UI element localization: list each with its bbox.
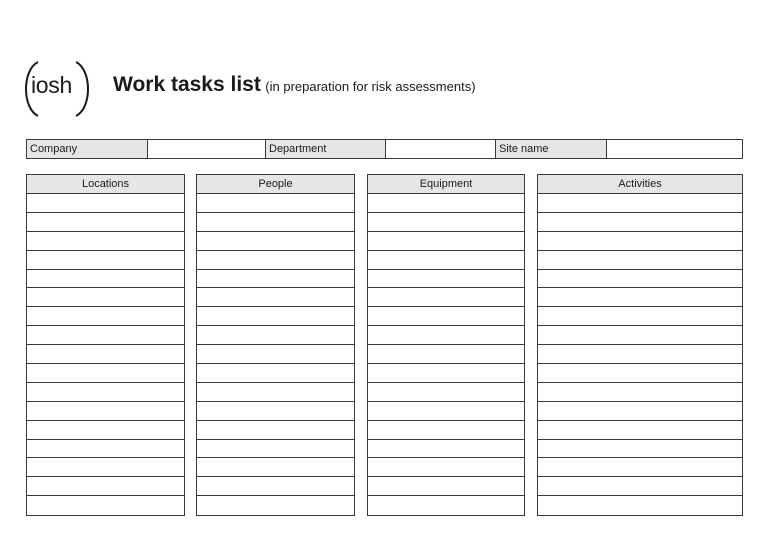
entry-row[interactable] xyxy=(368,496,524,515)
equipment-rows xyxy=(368,194,524,515)
entry-row[interactable] xyxy=(197,232,354,251)
entry-row[interactable] xyxy=(197,458,354,477)
people-rows xyxy=(197,194,354,515)
entry-row[interactable] xyxy=(197,477,354,496)
entry-row[interactable] xyxy=(27,194,184,213)
entry-row[interactable] xyxy=(197,194,354,213)
entry-row[interactable] xyxy=(538,364,742,383)
entry-row[interactable] xyxy=(368,440,524,459)
entry-row[interactable] xyxy=(27,232,184,251)
activities-column xyxy=(537,174,743,516)
department-label: Department xyxy=(266,140,386,158)
site-name-label: Site name xyxy=(496,140,607,158)
activities-header: Activities xyxy=(538,175,742,194)
page-title xyxy=(113,73,476,97)
entry-row[interactable] xyxy=(368,326,524,345)
entry-row[interactable] xyxy=(368,364,524,383)
entry-row[interactable] xyxy=(538,496,742,515)
entry-row[interactable] xyxy=(197,326,354,345)
entry-row[interactable] xyxy=(538,440,742,459)
entry-row[interactable] xyxy=(538,288,742,307)
entry-row[interactable] xyxy=(27,213,184,232)
entry-row[interactable] xyxy=(538,326,742,345)
entry-row[interactable] xyxy=(197,496,354,515)
entry-row[interactable] xyxy=(27,251,184,270)
entry-row[interactable] xyxy=(368,232,524,251)
entry-row[interactable] xyxy=(368,307,524,326)
iosh-logo xyxy=(22,58,92,120)
entry-row[interactable] xyxy=(27,496,184,515)
entry-row[interactable] xyxy=(368,251,524,270)
entry-row[interactable] xyxy=(27,288,184,307)
title-subtitle: (in preparation for risk assessments) xyxy=(265,79,476,94)
entry-row[interactable] xyxy=(538,232,742,251)
entry-row[interactable] xyxy=(197,213,354,232)
logo-text: iosh xyxy=(31,72,72,98)
entry-row[interactable] xyxy=(368,458,524,477)
company-label: Company xyxy=(27,140,148,158)
entry-row[interactable] xyxy=(27,402,184,421)
title-main: Work tasks list xyxy=(113,73,261,96)
entry-row[interactable] xyxy=(368,402,524,421)
entry-row[interactable] xyxy=(197,307,354,326)
entry-row[interactable] xyxy=(27,458,184,477)
entry-row[interactable] xyxy=(538,345,742,364)
entry-row[interactable] xyxy=(368,383,524,402)
entry-row[interactable] xyxy=(538,194,742,213)
entry-row[interactable] xyxy=(197,402,354,421)
entry-row[interactable] xyxy=(27,307,184,326)
entry-row[interactable] xyxy=(368,288,524,307)
entry-row[interactable] xyxy=(538,270,742,289)
entry-row[interactable] xyxy=(538,383,742,402)
entry-row[interactable] xyxy=(368,345,524,364)
entry-row[interactable] xyxy=(27,364,184,383)
entry-row[interactable] xyxy=(27,440,184,459)
entry-row[interactable] xyxy=(27,383,184,402)
entry-row[interactable] xyxy=(538,251,742,270)
entry-row[interactable] xyxy=(197,251,354,270)
entry-row[interactable] xyxy=(27,421,184,440)
locations-column xyxy=(26,174,185,516)
company-field[interactable] xyxy=(148,140,266,158)
entry-row[interactable] xyxy=(538,307,742,326)
locations-rows xyxy=(27,194,184,515)
entry-row[interactable] xyxy=(27,477,184,496)
entry-row[interactable] xyxy=(197,440,354,459)
activities-rows xyxy=(538,194,742,515)
entry-row[interactable] xyxy=(197,421,354,440)
info-bar xyxy=(26,139,743,159)
entry-row[interactable] xyxy=(27,345,184,364)
entry-row[interactable] xyxy=(368,421,524,440)
people-column xyxy=(196,174,355,516)
entry-row[interactable] xyxy=(368,213,524,232)
equipment-header: Equipment xyxy=(368,175,524,194)
entry-row[interactable] xyxy=(538,458,742,477)
entry-row[interactable] xyxy=(197,364,354,383)
entry-row[interactable] xyxy=(368,270,524,289)
entry-row[interactable] xyxy=(197,345,354,364)
site-name-field[interactable] xyxy=(607,140,742,158)
entry-row[interactable] xyxy=(197,288,354,307)
entry-row[interactable] xyxy=(368,194,524,213)
entry-row[interactable] xyxy=(538,421,742,440)
entry-row[interactable] xyxy=(538,213,742,232)
locations-header: Locations xyxy=(27,175,184,194)
equipment-column xyxy=(367,174,525,516)
entry-row[interactable] xyxy=(197,270,354,289)
entry-row[interactable] xyxy=(197,383,354,402)
people-header: People xyxy=(197,175,354,194)
department-field[interactable] xyxy=(386,140,496,158)
entry-row[interactable] xyxy=(27,326,184,345)
entry-row[interactable] xyxy=(538,477,742,496)
entry-row[interactable] xyxy=(27,270,184,289)
entry-row[interactable] xyxy=(368,477,524,496)
entry-row[interactable] xyxy=(538,402,742,421)
